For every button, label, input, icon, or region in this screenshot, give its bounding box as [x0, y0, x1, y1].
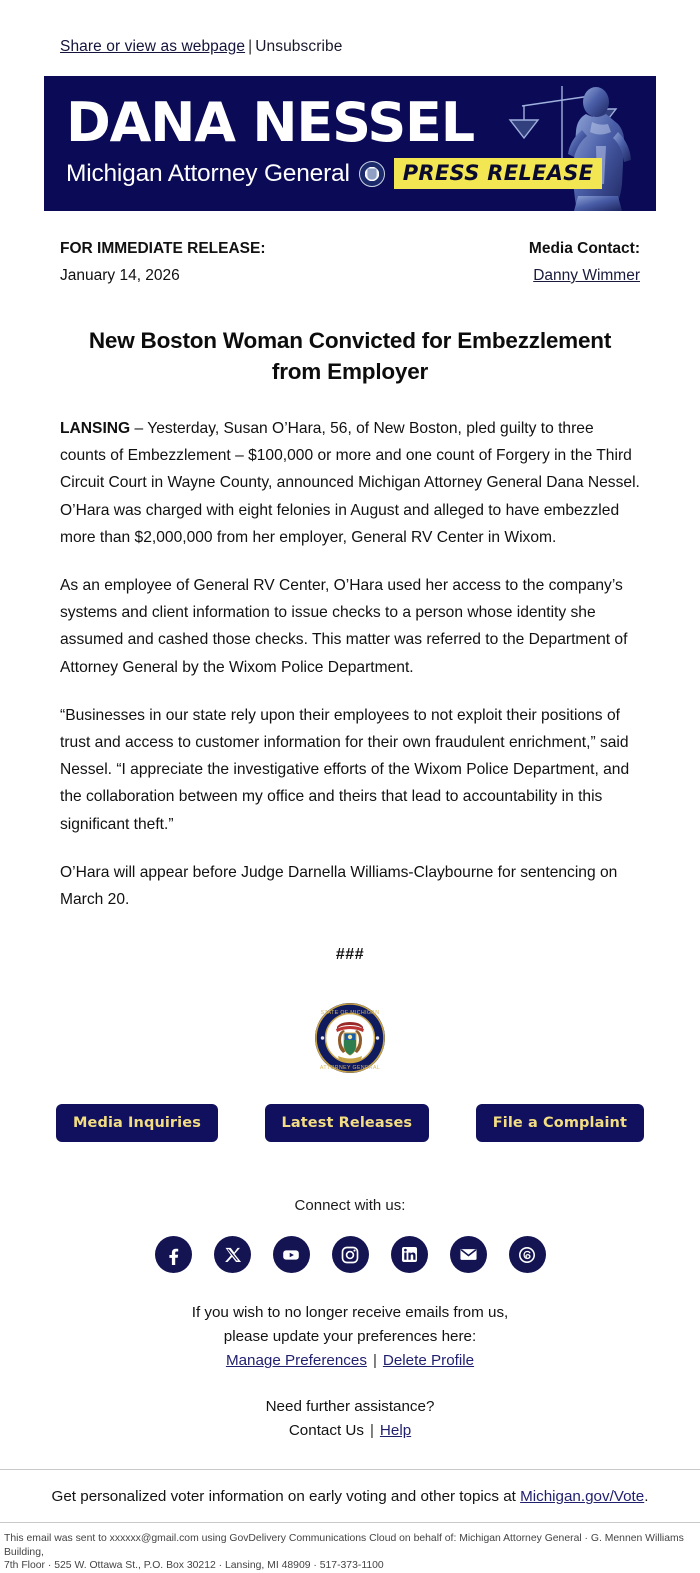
- email-icon[interactable]: [450, 1236, 487, 1273]
- linkedin-icon[interactable]: [391, 1236, 428, 1273]
- fine-print-line-1: This email was sent to xxxxxx@gmail.com using GovDelivery Communications Cloud on behalf of: Michigan Attorney General · G. Mennen Williams Building,: [4, 1533, 684, 1558]
- share-or-view-webpage-link[interactable]: Share or view as webpage: [60, 38, 246, 55]
- dateline: LANSING: [60, 420, 131, 437]
- threads-icon[interactable]: [509, 1236, 546, 1273]
- press-release-banner: [44, 76, 656, 211]
- state-of-michigan-attorney-general-seal-icon: [314, 1002, 386, 1074]
- manage-preferences-link[interactable]: Manage Preferences: [225, 1352, 367, 1370]
- release-meta-right: [529, 235, 640, 289]
- preferences-block: [0, 1301, 700, 1373]
- release-meta-left: [60, 235, 266, 289]
- banner-subtitle-row: [66, 158, 656, 189]
- preferences-links: [0, 1349, 700, 1373]
- preheader-separator: |: [248, 38, 253, 55]
- page-title: New Boston Woman Convicted for Embezzlement from Employer: [88, 328, 612, 384]
- file-a-complaint-button[interactable]: File a Complaint: [476, 1104, 644, 1142]
- michigan-ag-seal-icon: [359, 161, 385, 187]
- fine-print: [0, 1523, 700, 1573]
- voter-text-after: .: [644, 1488, 649, 1506]
- delete-profile-link[interactable]: Delete Profile: [382, 1352, 475, 1370]
- media-contact-label: Media Contact:: [528, 240, 640, 257]
- instagram-icon[interactable]: [332, 1236, 369, 1273]
- cta-button-row: [56, 1104, 644, 1142]
- preferences-separator: |: [372, 1352, 377, 1370]
- help-link[interactable]: Help: [379, 1422, 412, 1440]
- youtube-icon[interactable]: [273, 1236, 310, 1273]
- assistance-separator: |: [369, 1422, 374, 1440]
- social-links-row: [0, 1236, 700, 1273]
- body-paragraph-4: O’Hara will appear before Judge Darnella Williams-Claybourne for sentencing on March 20.: [60, 863, 618, 909]
- michigan-gov-vote-link[interactable]: Michigan.gov/Vote: [520, 1488, 645, 1506]
- unsubscribe-link[interactable]: Unsubscribe: [255, 38, 343, 55]
- assistance-links: [0, 1419, 700, 1443]
- contact-us-link[interactable]: Contact Us: [288, 1422, 364, 1440]
- assistance-block: [0, 1395, 700, 1443]
- immediate-release-label: FOR IMMEDIATE RELEASE:: [60, 240, 266, 257]
- body-paragraph-1: [60, 415, 640, 551]
- banner-subtitle: Michigan Attorney General: [66, 159, 350, 187]
- release-date: January 14, 2026: [60, 267, 180, 284]
- banner-title: DANA NESSEL: [66, 91, 474, 154]
- end-mark: ###: [335, 946, 365, 964]
- svg-text:ATTORNEY GENERAL: ATTORNEY GENERAL: [319, 1065, 381, 1072]
- preferences-line-2: please update your preferences here:: [223, 1328, 477, 1346]
- fine-print-line-2: 7th Floor · 525 W. Ottawa St., P.O. Box 30212 · Lansing, MI 48909 · 517-373-1100: [4, 1560, 384, 1572]
- body-paragraph-3: “Businesses in our state rely upon their employees to not exploit their positions of trust and access to customer information for their own fraudulent enrichment,” said Nessel. “I appreciate the investigative efforts of the Wixom Police Department, and the collaboration between my office and theirs that lead to accountability in this significant theft.”: [60, 706, 630, 833]
- svg-text:STATE OF MICHIGAN: STATE OF MICHIGAN: [320, 1010, 380, 1017]
- x-twitter-icon[interactable]: [214, 1236, 251, 1273]
- latest-releases-button[interactable]: Latest Releases: [265, 1104, 430, 1142]
- body-paragraph-2: As an employee of General RV Center, O’Hara used her access to the company’s systems and client information to issue checks to a person whose identity she assumed and cashed those checks. This matter was referred to the Department of Attorney General by the Wixom Police Department.: [60, 577, 628, 676]
- release-meta: [60, 235, 640, 289]
- facebook-icon[interactable]: [155, 1236, 192, 1273]
- assistance-question: Need further assistance?: [265, 1398, 435, 1416]
- connect-with-us-label: Connect with us:: [294, 1197, 406, 1215]
- preferences-line-1: If you wish to no longer receive emails from us,: [191, 1304, 509, 1322]
- media-contact-link[interactable]: Danny Wimmer: [533, 267, 640, 284]
- press-release-badge: PRESS RELEASE: [394, 158, 603, 189]
- voter-info-strip: [0, 1469, 700, 1523]
- banner-content: [66, 92, 656, 211]
- seal-container: [0, 1002, 700, 1074]
- preheader: [0, 0, 700, 56]
- body-paragraph-1-text: – Yesterday, Susan O’Hara, 56, of New Boston, pled guilty to three counts of Embezzlement – $100,000 or more and one count of Forgery in the Third Circuit Court in Wayne County, announced Michigan Attorney General Dana Nessel. O’Hara was charged with eight felonies in August and alleged to have embezzled more than $2,000,000 from her employer, General RV Center in Wixom.: [60, 420, 640, 546]
- voter-text-before: Get personalized voter information on early voting and other topics at: [51, 1488, 521, 1506]
- media-inquiries-button[interactable]: Media Inquiries: [56, 1104, 218, 1142]
- press-release-body: [60, 415, 640, 968]
